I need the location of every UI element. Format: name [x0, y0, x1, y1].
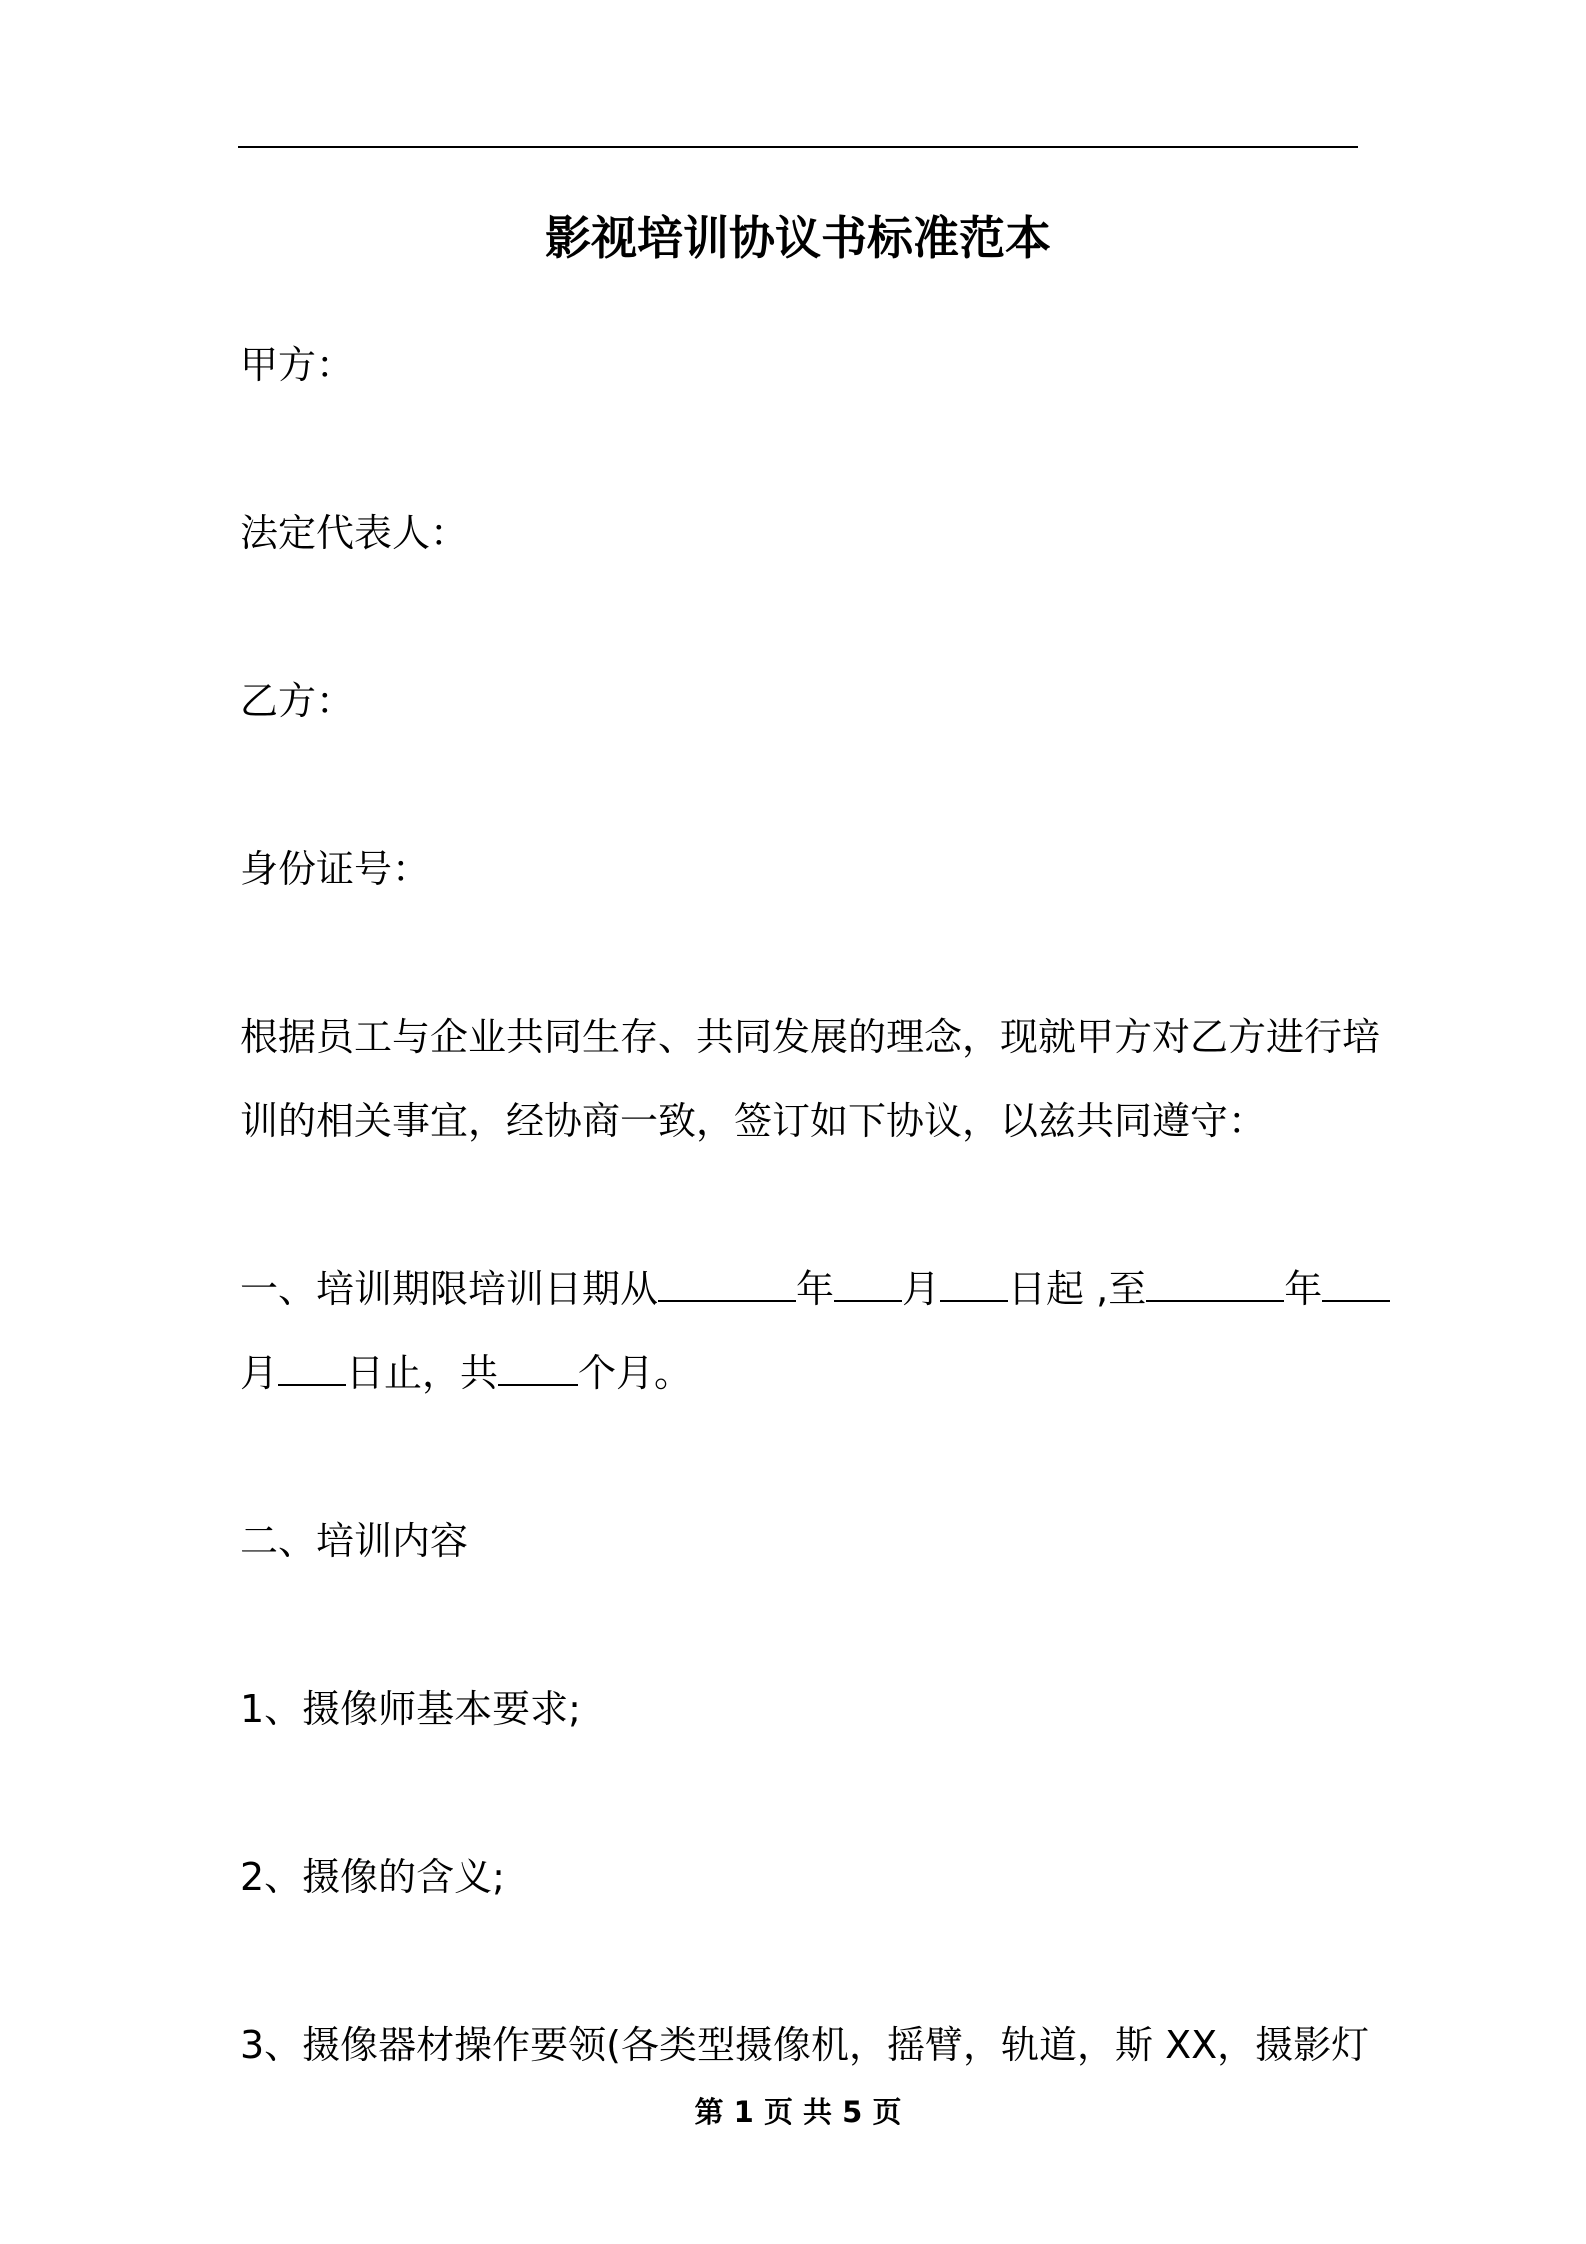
page-footer — [238, 2092, 1358, 2132]
end-day-blank — [278, 1346, 346, 1386]
footer-page-prefix: 第 — [694, 2095, 724, 2129]
intro-paragraph-line-2: 训的相关事宜，经协商一致，签订如下协议，以兹共同遵守： — [240, 1099, 1267, 1143]
end-day-unit: 日止，共 — [346, 1351, 499, 1395]
footer-page-middle: 页 共 — [763, 2095, 833, 2129]
training-period-line-2 — [240, 1345, 692, 1401]
start-day-unit: 日起 ,至 — [1008, 1267, 1147, 1311]
party-a-label: 甲方： — [240, 343, 355, 387]
legal-representative-label: 法定代表人： — [240, 511, 469, 555]
start-month-blank — [834, 1262, 902, 1302]
document-title: 影视培训协议书标准范本 — [545, 211, 1051, 265]
training-period-line-1 — [240, 1261, 1390, 1317]
end-year-unit: 年 — [1284, 1267, 1323, 1311]
start-day-blank — [940, 1262, 1008, 1302]
training-item-1: 1、摄像师基本要求; — [240, 1687, 581, 1731]
header-rule — [238, 146, 1358, 148]
end-month-unit: 月 — [240, 1351, 279, 1395]
id-number-label: 身份证号： — [240, 847, 431, 891]
training-content-heading: 二、培训内容 — [240, 1519, 469, 1563]
intro-paragraph-line-1: 根据员工与企业共同生存、共同发展的理念，现就甲方对乙方进行培 — [240, 1015, 1381, 1059]
start-year-unit: 年 — [796, 1267, 835, 1311]
start-year-blank — [658, 1262, 796, 1302]
footer-page-suffix: 页 — [872, 2095, 902, 2129]
training-period-lead: 一、培训期限培训日期从 — [240, 1267, 659, 1311]
training-item-2: 2、摄像的含义; — [240, 1855, 505, 1899]
start-month-unit: 月 — [902, 1267, 941, 1311]
month-count-blank — [498, 1346, 578, 1386]
footer-page-number: 1 — [733, 2095, 754, 2129]
end-month-blank-head — [1322, 1262, 1390, 1302]
footer-page-total: 5 — [842, 2095, 863, 2129]
end-year-blank — [1146, 1262, 1284, 1302]
party-b-label: 乙方： — [240, 679, 355, 723]
month-count-unit: 个月。 — [578, 1351, 693, 1395]
training-item-3: 3、摄像器材操作要领(各类型摄像机，摇臂，轨道，斯 XX，摄影灯 — [240, 2023, 1370, 2067]
